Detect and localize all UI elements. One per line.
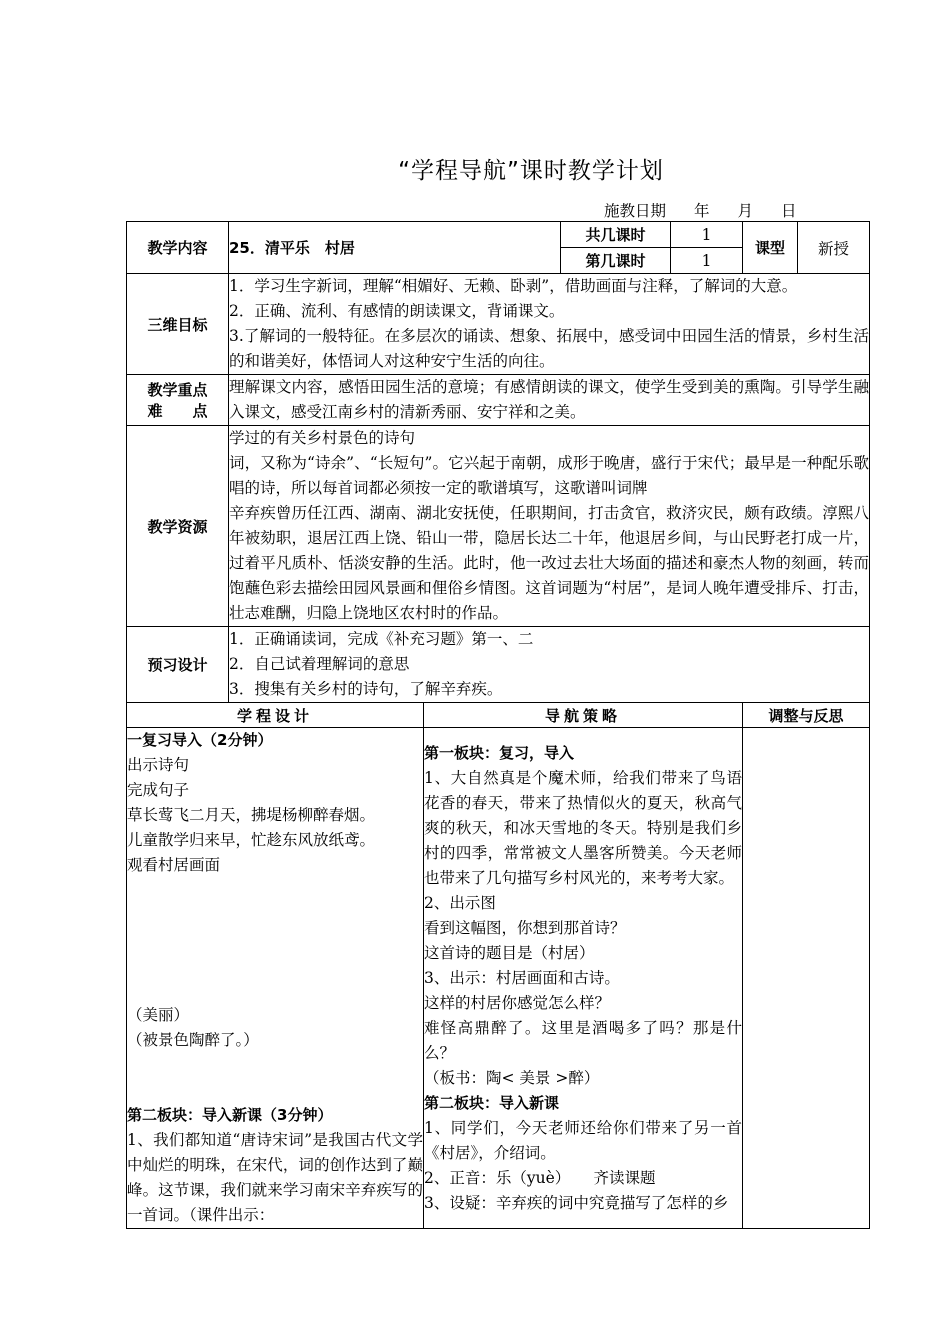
resource-item: 学过的有关乡村景色的诗句 xyxy=(229,429,416,447)
objective-item: 1．学习生字新词，理解“相媚好、无赖、卧剥”，借助画面与注释，了解词的大意。 xyxy=(229,277,798,295)
content-label: 教学内容 xyxy=(127,222,229,274)
current-hour-value: 1 xyxy=(671,248,743,274)
reflection-column xyxy=(743,728,870,1229)
current-hour-label: 第几课时 xyxy=(561,248,671,274)
resource-item: 辛弃疾曾历任江西、湖南、湖北安抚使，任职期间，打击贪官，救济灾民，颇有政绩。淳熙八年被劾职，退居江西上饶、铅山一带，隐居长达二十年，他退居乡间，与山民野老打成一片，过着平凡质朴、恬淡安静的生活。此时，他一改过去壮大场面的描述和豪杰人物的刻画，转而饱蘸色彩去描绘田园风景画和俚俗乡情图。这首词题为“村居”，是词人晚年遭受排斥、打击，壮志难酬，归隐上饶地区农村时的作品。 xyxy=(229,504,869,622)
guide-strategy-header: 导航策略 xyxy=(424,703,743,728)
guide-line: 1、大自然真是个魔术师，给我们带来了鸟语花香的春天，带来了热情似火的夏天，秋高气爽的秋天，和冰天雪地的冬天。特别是我们乡村的四季，常常被文人墨客所赞美。今天老师也带来了几句描写乡村风光的，来考考大家。 xyxy=(424,768,742,887)
guide-strategy-column xyxy=(424,728,743,1229)
study-line: 草长莺飞二月天，拂堤杨柳醉春烟。 xyxy=(127,806,376,824)
study-paragraph: 1、我们都知道“唐诗宋词”是我国古代文学中灿烂的明珠，在宋代，词的创作达到了巅峰。这节课，我们就来学习南宋辛弃疾写的一首词。（课件出示： xyxy=(127,1131,423,1224)
guide-line: 3、出示：村居画面和古诗。 xyxy=(424,968,620,987)
resources-label: 教学资源 xyxy=(127,426,229,627)
date-label: 施教日期 xyxy=(604,202,667,220)
total-hours-value: 1 xyxy=(671,222,743,248)
preview-item: 3．搜集有关乡村的诗句，了解辛弃疾。 xyxy=(229,680,503,698)
preview-item: 2．自己试着理解词的意思 xyxy=(229,655,410,673)
key-points-label-bottom: 难 点 xyxy=(147,402,208,420)
reflection-header: 调整与反思 xyxy=(743,703,870,728)
key-points-text: 理解课文内容，感悟田园生活的意境；有感情朗读的课文，使学生受到美的熏陶。引导学生融入课文，感受江南乡村的清新秀丽、安宁祥和之美。 xyxy=(229,378,869,421)
study-design-header: 学程设计 xyxy=(127,703,424,728)
guide-line: 这首诗的题目是（村居） xyxy=(424,943,595,962)
lesson-type-value: 新授 xyxy=(798,222,870,274)
study-section-title: 第二板块：导入新课（3分钟） xyxy=(127,1106,333,1124)
guide-line: 2、正音：乐（yuè） 齐读课题 xyxy=(424,1168,656,1187)
preview-item: 1．正确诵读词，完成《补充习题》第一、二 xyxy=(229,630,534,648)
lesson-title: 25．清平乐 村居 xyxy=(229,222,561,274)
study-design-column xyxy=(127,728,424,1229)
date-month: 月 xyxy=(737,202,754,220)
resource-item: 词，又称为“诗余”、“长短句”。它兴起于南朝，成形于晚唐，盛行于宋代；最早是一种配乐歌唱的诗，所以每首词都必须按一定的歌谱填写，这歌谱叫词牌 xyxy=(229,454,869,497)
study-line: 出示诗句 xyxy=(127,756,190,774)
guide-section-title: 第二板块：导入新课 xyxy=(424,1093,560,1112)
teaching-date-line xyxy=(604,199,825,221)
guide-line: （板书：陶< 美景 >醉） xyxy=(424,1068,600,1087)
objective-item: 2．正确、流利、有感情的朗读课文，背诵课文。 xyxy=(229,302,565,320)
key-points-content xyxy=(229,375,870,426)
study-line: 完成句子 xyxy=(127,781,190,799)
guide-line: 2、出示图 xyxy=(424,893,496,912)
study-line: 儿童散学归来早，忙趁东风放纸鸢。 xyxy=(127,831,376,849)
guide-line: 1、同学们，今天老师还给你们带来了另一首《村居》，介绍词。 xyxy=(424,1118,742,1162)
study-section-title: 一复习导入（2分钟） xyxy=(127,731,273,749)
date-day: 日 xyxy=(781,202,797,220)
objectives-content xyxy=(229,274,870,375)
key-points-label-top: 教学重点 xyxy=(147,381,208,399)
page-title: “学程导航”课时教学计划 xyxy=(398,158,664,184)
guide-line: 看到这幅图，你想到那首诗？ xyxy=(424,918,626,937)
guide-line: 这样的村居你感觉怎么样？ xyxy=(424,993,611,1012)
study-answer: （美丽） xyxy=(127,1006,190,1024)
study-line: 观看村居画面 xyxy=(127,856,221,874)
date-year: 年 xyxy=(694,202,710,220)
study-answer: （被景色陶醉了。） xyxy=(127,1031,259,1049)
lesson-plan-table xyxy=(126,221,870,1229)
guide-section-title: 第一板块：复习，导入 xyxy=(424,743,575,762)
objectives-label: 三维目标 xyxy=(127,274,229,375)
preview-label: 预习设计 xyxy=(127,627,229,703)
guide-line: 难怪高鼎醉了。这里是酒喝多了吗？那是什么？ xyxy=(424,1018,742,1062)
objective-item: 3.了解词的一般特征。在多层次的诵读、想象、拓展中，感受词中田园生活的情景，乡村生活的和谐美好，体悟词人对这种安宁生活的向往。 xyxy=(229,327,869,370)
resources-content xyxy=(229,426,870,627)
key-points-label xyxy=(127,375,229,426)
preview-content xyxy=(229,627,870,703)
lesson-type-label: 课型 xyxy=(743,222,798,274)
total-hours-label: 共几课时 xyxy=(561,222,671,248)
guide-line: 3、设疑：辛弃疾的词中究竟描写了怎样的乡 xyxy=(424,1193,729,1212)
